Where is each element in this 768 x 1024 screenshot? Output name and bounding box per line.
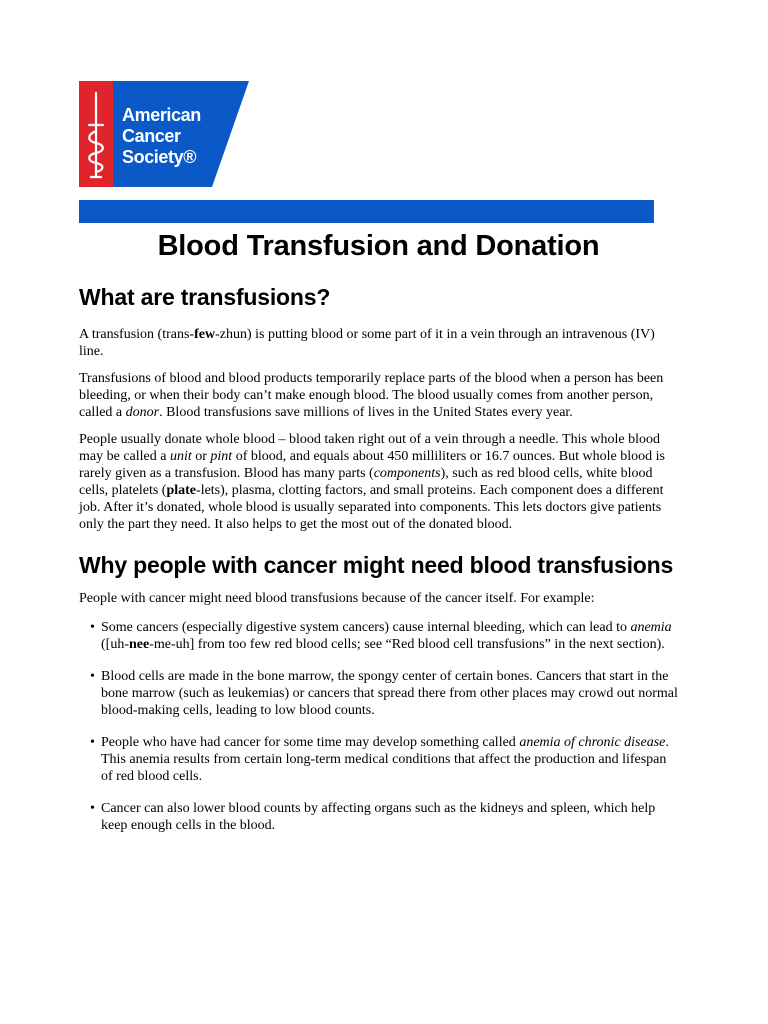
list-item: • People who have had cancer for some time may develop something called anemia of chronic disease. This anemia results from certain long-term medical conditions that affect the production and lifespan of red blood cells. — [90, 735, 669, 784]
paragraph-intro: People with cancer might need blood transfusions because of the cancer itself. For example: — [79, 591, 595, 606]
header-divider-bar — [79, 200, 654, 223]
logo-line-2: Cancer — [122, 126, 181, 146]
bullet-icon: • — [90, 801, 95, 816]
logo-wordmark — [122, 105, 201, 168]
reasons-list — [79, 619, 679, 834]
list-item: • Blood cells are made in the bone marrow, the spongy center of certain bones. Cancers that start in the bone marrow (such as leukemias) or cancers that spread there from other places may crowd out normal blood-making cells, leading to low blood counts. — [90, 669, 678, 718]
logo-line-3: Society® — [122, 147, 197, 167]
logo-line-1: American — [122, 105, 201, 125]
bullet-icon: • — [90, 620, 95, 635]
section-heading-cancer-need: Why people with cancer might need blood transfusions — [79, 552, 674, 578]
document-title: Blood Transfusion and Donation — [157, 230, 600, 262]
paragraph-components: People usually donate whole blood – blood taken right out of a vein through a needle. This whole blood may be called a unit or pint of blood, and equals about 450 milliliters or 16.7 ounces. But whole blood is rarely given as a transfusion. Blood has many parts (components), such as red blood cells, white blood cells, platelets (plate-lets), plasma, clotting factors, and small proteins. Each component does a different job. After it’s donated, whole blood is usually separated into components. This lets doctors give patients only the part they need. It also helps to get the most out of the donated blood. — [79, 432, 665, 532]
acs-logo — [79, 81, 249, 187]
bullet-icon: • — [90, 669, 95, 684]
section-heading-transfusions: What are transfusions? — [79, 284, 331, 310]
paragraph-purpose: Transfusions of blood and blood products temporarily replace parts of the blood when a person has been bleeding, or when their body can’t make enough blood. The blood usually comes from another person, called a donor. Blood transfusions save millions of lives in the United States every year. — [79, 371, 664, 420]
list-item: • Some cancers (especially digestive system cancers) cause internal bleeding, which can lead to anemia ([uh-nee-me-uh] from too few red blood cells; see “Red blood cell transfusions” in the next section). — [90, 620, 672, 652]
list-item: • Cancer can also lower blood counts by affecting organs such as the kidneys and spleen, which help keep enough cells in the blood. — [90, 801, 656, 833]
bullet-icon: • — [90, 735, 95, 750]
document-body — [79, 283, 679, 849]
paragraph-definition: A transfusion (trans-few-zhun) is putting blood or some part of it in a vein through an intravenous (IV) line. — [79, 327, 655, 359]
